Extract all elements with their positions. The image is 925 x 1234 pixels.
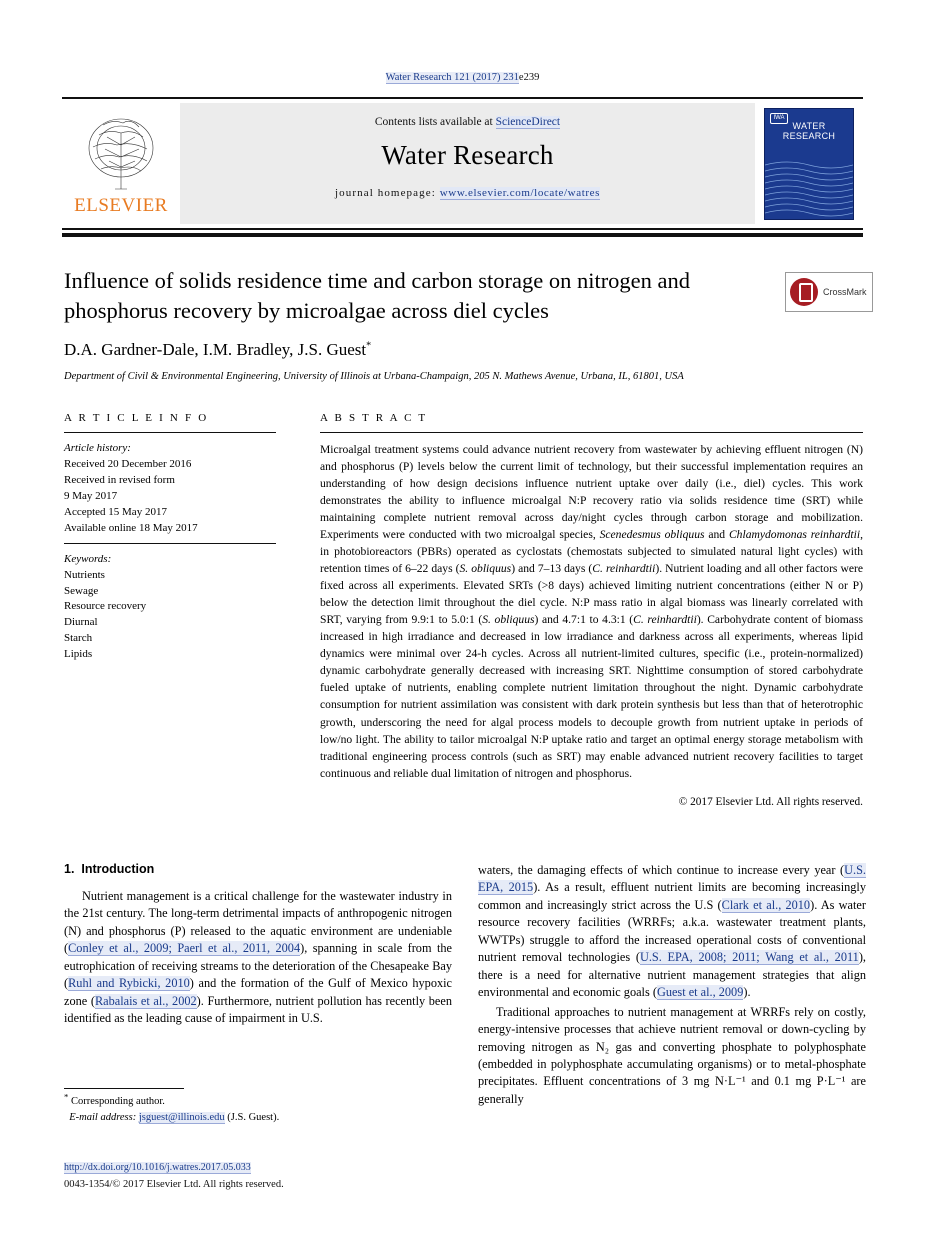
- text-run: ). As water resource recovery facilities (WRRFs; a.k.a. wastewater treatment plants, WWTPs) struggle to afford the increased operational costs of conventional nutrient removal technologies (: [478, 897, 866, 965]
- history-item: 9 May 2017: [64, 489, 118, 502]
- issn-copyright: 0043-1354/© 2017 Elsevier Ltd. All rights reserved.: [64, 1178, 284, 1190]
- journal-title: Water Research: [381, 140, 554, 170]
- paragraph: [64, 888, 452, 1028]
- citation-link[interactable]: Conley et al., 2009; Paerl et al., 2011, 2004: [68, 941, 301, 956]
- history-item: Received in revised form: [64, 473, 175, 486]
- text-run: Microalgal treatment systems could advance nutrient recovery from wastewater by achieving effluent nitrogen (N) and phosphorus (P) levels below the current limit of technology, but their successful implementation requires an understanding of how design decisions influence nutrient uptake over daily (i.e., diel) cycles. This work demonstrates the ability to influence microalgal N:P recovery ratio via solids residence time (SRT) while maintaining complete nutrient removal across day/night cycles through carbon storage and mobilization. Experiments were conducted with two microalgal species,: [320, 443, 863, 542]
- keyword-item: Sewage: [64, 584, 99, 597]
- text-run: ). Carbohydrate content of biomass increased in high irradiance and decreased in low irradiance and darkness across all experiments, whereas lipid dynamics were minimal over 24-h cycles. Across all nutrient-limited cultures, specific (i.e., protein-normalized) dynamic carbohydrate generally decreased with increasing SRT. Nighttime consumption of stored carbohydrate fueled uptake of nutrients, enabling complete nutrient limitation throughout the night. Dynamic carbohydrate consumption for nutrient assimilation was consistent with dark protein synthesis but less than that of heterotrophic growth, underscoring the need for algal process models to decouple growth from nutrient uptake in periods of low/no light. The ability to tailor microalgal N:P uptake ratio and target an optimal energy storage metabolism with traditional engineering process controls (such as SRT) may enable advanced nutrient recovery facilities to target continuous and reliable dual limitation of nitrogen and phosphorus.: [320, 613, 863, 780]
- section-heading-introduction: [64, 862, 452, 876]
- keyword-item: Diurnal: [64, 616, 98, 629]
- text-run: ), spanning in scale from the eutrophication of receiving streams to the deterioration of the Chesapeake Bay (: [64, 941, 452, 991]
- keyword-item: Lipids: [64, 648, 93, 661]
- running-head: [0, 72, 925, 83]
- text-run: and: [704, 528, 729, 542]
- email-suffix: (J.S. Guest).: [227, 1111, 280, 1123]
- cover-title-line1: WATER: [792, 120, 826, 131]
- sciencedirect-link[interactable]: ScienceDirect: [495, 116, 561, 128]
- homepage-link[interactable]: www.elsevier.com/locate/watres: [439, 187, 600, 199]
- corresponding-author-note: [64, 1091, 452, 1110]
- author-names: D.A. Gardner-Dale, I.M. Bradley, J.S. Guest: [64, 340, 367, 359]
- homepage-line: [180, 187, 755, 199]
- article-info-column: [64, 412, 276, 663]
- citation-link[interactable]: U.S. EPA, 2008; 2011; Wang et al., 2011: [639, 950, 859, 965]
- text-run: ).: [743, 985, 751, 1000]
- species-name: C. reinhardtii: [633, 613, 697, 627]
- body-column-left: [64, 862, 452, 1030]
- abstract-column: [320, 412, 863, 808]
- corresponding-author-marker[interactable]: *: [366, 340, 372, 352]
- keywords-label: Keywords:: [64, 552, 112, 565]
- abstract-heading: A B S T R A C T: [320, 412, 428, 424]
- citation-link[interactable]: Rabalais et al., 2002: [94, 993, 197, 1008]
- keyword-item: Starch: [64, 632, 93, 645]
- journal-cover-image: [764, 108, 854, 220]
- footnote-block: [64, 1088, 452, 1126]
- author-list: [64, 340, 371, 360]
- article-info-rule: [64, 432, 276, 433]
- email-note: [64, 1110, 452, 1126]
- species-name: Scenedesmus obliquus: [599, 528, 705, 542]
- abstract-copyright: © 2017 Elsevier Ltd. All rights reserved.: [678, 795, 863, 808]
- homepage-label: journal homepage:: [335, 187, 436, 199]
- masthead-right: [755, 99, 863, 228]
- iwa-badge: IWA: [770, 113, 788, 124]
- species-name: Chlamydomonas reinhardtii: [728, 528, 861, 542]
- doi-link[interactable]: http://dx.doi.org/10.1016/j.watres.2017.05.033: [64, 1162, 251, 1173]
- article-info-heading: A R T I C L E I N F O: [64, 412, 209, 424]
- text-run: ). Nutrient loading and all other factors were fixed across all experiments. Elevated SRTs (>8 days) achieved limiting nutrient concentrations (either N or P) below the detection limit throughout the diel cycle. N:P mass ratio in algal biomass was linearly correlated with SRT, varying from 9.9:1 to 5.0:1 (: [320, 562, 864, 627]
- species-name: S. obliquus: [482, 613, 535, 627]
- history-item: Received 20 December 2016: [64, 457, 192, 470]
- body-column-right: [478, 862, 866, 1110]
- text-run: ) and the formation of the Gulf of Mexico hypoxic zone (: [64, 976, 452, 1008]
- paragraph: Traditional approaches to nutrient management at WRRFs rely on costly, energy-intensive processes that achieve nutrient removal or down-cycling by removing nitrogen as N₂ gas and converting phosphate to polyphosphate (embedded in polyphosphate accumulating organisms) or to metal-phosphate precipitates. Effluent concentrations of 3 mg N·L⁻¹ and 0.1 mg P·L⁻¹ are generally: [478, 1004, 866, 1106]
- citation-link[interactable]: Guest et al., 2009: [656, 985, 744, 1000]
- history-item: Available online 18 May 2017: [64, 521, 198, 534]
- keywords-rule: [64, 543, 276, 544]
- text-run: Nutrient management is a critical challenge for the wastewater industry in the 21st century. The long-term detrimental impacts of anthropogenic nitrogen (N) and phosphorus (P) released to the aquatic environment are undeniable (: [64, 889, 452, 956]
- running-head-tail: e239: [518, 72, 540, 83]
- masthead-bottom-rule: [62, 233, 863, 237]
- doi-block: [64, 1160, 464, 1194]
- cover-waves-graphic: [765, 157, 853, 219]
- abstract-text: [320, 441, 863, 782]
- section-title: Introduction: [81, 862, 155, 876]
- citation-link[interactable]: Clark et al., 2010: [721, 897, 811, 912]
- text-run: waters, the damaging effects of which continue to increase every year (: [478, 863, 845, 877]
- species-name: S. obliquus: [459, 562, 512, 576]
- keyword-item: Resource recovery: [64, 600, 147, 613]
- text-run: ). Furthermore, nutrient pollution has recently been identified as the leading cause of impairment in U.S.: [64, 993, 452, 1026]
- affiliation: Department of Civil & Environmental Engineering, University of Illinois at Urbana-Champaign, 205 N. Mathews Avenue, Urbana, IL, 61801, USA: [64, 371, 684, 382]
- publisher-logo: [62, 99, 180, 228]
- footnote-marker: *: [64, 1091, 69, 1102]
- text-run: ) and 4.7:1 to 4.3:1 (: [534, 613, 634, 627]
- text-run: ). As a result, effluent nutrient limits are becoming increasingly common and increasingly strict across the U.S (: [478, 880, 866, 912]
- keyword-item: Nutrients: [64, 568, 105, 581]
- citation-link[interactable]: Ruhl and Rybicki, 2010: [68, 976, 190, 991]
- page-title: Influence of solids residence time and carbon storage on nitrogen and phosphorus recovery by microalgae across diel cycles: [64, 268, 691, 323]
- crossmark-badge[interactable]: [785, 272, 873, 312]
- text-run: ), there is a need for alternative nutrient management strategies that align environmental and economic goals (: [478, 950, 866, 1000]
- footnote-rule: [64, 1088, 184, 1089]
- keywords-block: [64, 552, 276, 664]
- article-history-label: Article history:: [64, 442, 131, 454]
- citation-link[interactable]: U.S. EPA, 2015: [478, 863, 866, 895]
- text-run: , in photobioreactors (PBRs) operated as cyclostats (chemostats subjected to simulated natural light cycles) with retention times of 6–22 days (: [320, 528, 863, 576]
- elsevier-tree-icon: [79, 115, 163, 193]
- crossmark-label: CrossMark: [823, 287, 867, 297]
- crossmark-icon: [790, 278, 818, 306]
- elsevier-wordmark: ELSEVIER: [74, 194, 168, 216]
- history-item: Accepted 15 May 2017: [64, 505, 167, 518]
- contents-prefix: Contents lists available at: [374, 116, 496, 128]
- paragraph: [478, 862, 866, 1002]
- section-number: 1.: [64, 862, 75, 876]
- email-label: E-mail address:: [69, 1111, 137, 1123]
- journal-masthead: [62, 97, 863, 230]
- text-run: ) and 7–13 days (: [511, 562, 593, 576]
- contents-line: [180, 103, 755, 128]
- abstract-rule: [320, 432, 863, 433]
- cover-title-line2: RESEARCH: [782, 130, 836, 141]
- species-name: C. reinhardtii: [592, 562, 656, 576]
- email-link[interactable]: jsguest@illinois.edu: [138, 1111, 225, 1123]
- corresponding-author-label: Corresponding author.: [71, 1096, 165, 1107]
- running-head-link[interactable]: Water Research 121 (2017) 231: [385, 72, 519, 83]
- article-history: [64, 441, 276, 537]
- masthead-center: [180, 103, 755, 224]
